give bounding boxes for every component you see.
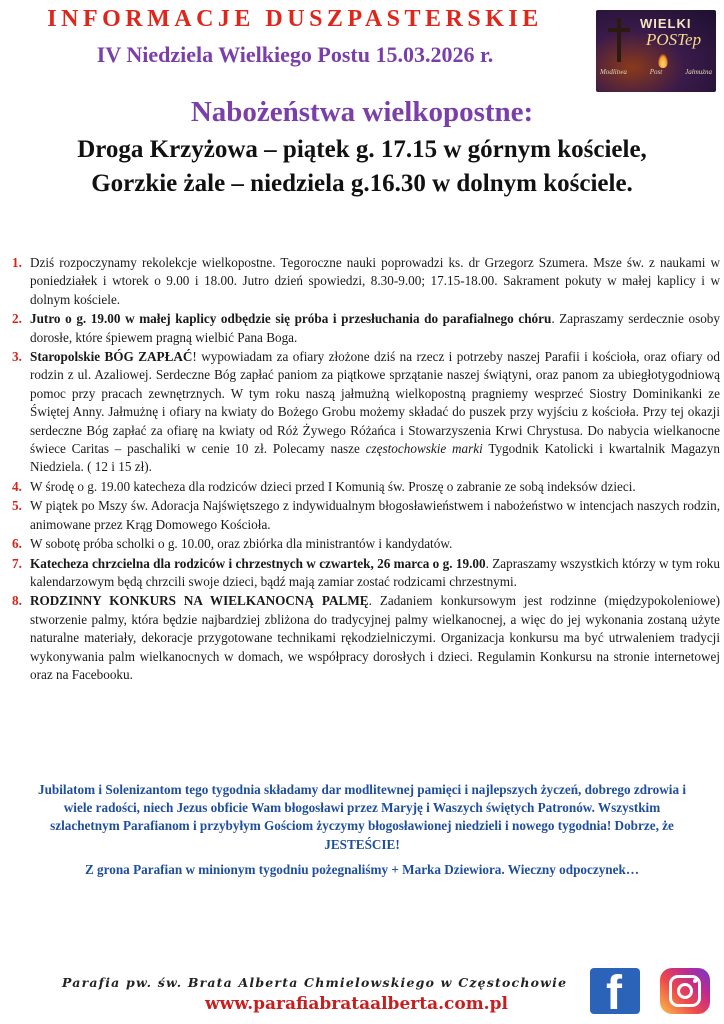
- item-number: 1.: [12, 255, 22, 270]
- item-number: 7.: [12, 555, 22, 571]
- cross-icon: [604, 18, 634, 62]
- item-number: 6.: [12, 536, 22, 552]
- instagram-lens: [677, 983, 693, 999]
- item-number: 3.: [12, 349, 22, 365]
- event-line: Droga Krzyżowa – piątek g. 17.15 w górnym kościele,: [77, 136, 647, 163]
- item-text: W sobotę próba scholki o g. 10.00, oraz zbiórka dla ministrantów i kandydatów.: [30, 536, 453, 552]
- announcement-item: [12, 478, 720, 496]
- item-text: Dziś rozpoczynamy rekolekcje wielkopostne. Tegoroczne nauki poprowadzi ks. dr Grzegorz Szumera. Msze św. z naukami w poniedziałek i wtorek o 9.00 i 18.00. Jutro dzień spowiedzi, 8.30-9.00; 17.15-18.00. Sakrament pokuty w małej kaplicy i w dolnym kościele.: [30, 255, 720, 307]
- event-line: Gorzkie żale – niedziela g.16.30 w dolnym kościele.: [91, 170, 633, 197]
- item-text: W środę o g. 19.00 katecheza dla rodziców dzieci przed I Komunią św. Proszę o zabranie ze sobą indeksów dzieci.: [30, 478, 636, 494]
- item-text: W piątek po Mszy św. Adoracja Najświętszego z indywidualnym błogosławieństwem i nabożeństwo w intencjach naszych rodzin, animowane przez Krąg Domowego Kościoła.: [30, 498, 720, 532]
- item-bold-text: Katecheza chrzcielna dla rodziców i chrzestnych w czwartek, 26 marca o g. 19.00: [30, 555, 486, 571]
- item-number: 5.: [12, 498, 22, 514]
- item-text-continued: Tygodnik Katolicki i kwartalnik Magazyn Niedziela. ( 12 i 15 zł).: [30, 441, 720, 475]
- item-bold-text: Jutro o g. 19.00 w małej kaplicy odbędzie się próba i przesłuchania do parafialnego chóru: [30, 311, 552, 327]
- item-number: 8.: [12, 593, 22, 609]
- candle-flame-icon: [658, 54, 668, 68]
- item-text: . Zadaniem konkursowym jest rodzinne (międzypokoleniowe) stworzenie palmy, która będzie najbardziej zbliżona do tradycyjnej palmy wielkanocnej, a więc do jej wykonania zostaną użyte naturalne materiały, dekoracje przygotowane technikami rękodzielniczymi. Organizacja konkursu ma być utrwaleniem tradycji wykonywania palm wielkanocnych w domach, we współpracy dorosłych i dzieci. Regulamin Konkursu na stronie internetowej oraz na Facebooku.: [30, 593, 720, 682]
- announcement-item: [12, 254, 720, 309]
- header-subtitle: IV Niedziela Wielkiego Postu 15.03.2026 r.: [96, 42, 494, 67]
- logo-word: Jałmużna: [685, 68, 712, 76]
- announcement-list: [0, 254, 720, 685]
- instagram-dot: [693, 979, 697, 983]
- parish-name: Parafia pw. św. Brata Alberta Chmielowskiego w Częstochowie: [62, 975, 568, 990]
- facebook-glyph: f: [606, 968, 622, 1014]
- header-title: INFORMACJE DUSZPASTERSKIE: [47, 6, 543, 32]
- farewell-line: Z grona Parafian w minionym tygodniu pożegnaliśmy + Marka Dziewiora. Wieczny odpoczynek…: [84, 862, 640, 877]
- logo-line-2: POSTep: [646, 30, 702, 49]
- lent-logo: [596, 10, 716, 92]
- section-title: Nabożeństwa wielkopostne:: [190, 96, 534, 128]
- item-number: 4.: [12, 478, 22, 494]
- item-bold-text: Staropolskie BÓG ZAPŁAĆ: [30, 349, 193, 365]
- logo-word: Post: [649, 68, 663, 76]
- item-text: ! wypowiadam za ofiary złożone dziś na rzecz i potrzeby naszej Parafii i kościoła, oraz ofiary od rodzin z ul. Azaliowej. Serdeczne Bóg zapłać paniom za piątkowe sprzątanie naszej świątyni, oraz panom za ubiegłotygodniową pomoc przy pracach zewnętrznych. W tym roku naszą jałmużną wielkopostną pragniemy wesprzeć Siostry Dominikanki ze Świętej Anny. Jałmużnę i ofiary na kwiaty do Bożego Grobu możemy składać do puszek przy wyjściu z kościoła. Przy tej okazji serdeczne Bóg zapłać za ofiarę na kwiaty od Róż Żywego Różańca i Stowarzyszenia Krwi Chrystusa. Do nabycia wielkanocne świece Caritas – paschaliki w cenie 10 zł. Polecamy nasze: [30, 349, 720, 457]
- website-link[interactable]: www.parafiabrataalberta.com.pl: [205, 994, 508, 1014]
- logo-line-1: WIELKI: [640, 16, 692, 31]
- announcement-item: [12, 348, 720, 477]
- item-number: 2.: [12, 311, 22, 327]
- announcement-item: [12, 497, 720, 534]
- logo-word: Modlitwa: [600, 68, 627, 76]
- logo-words: [600, 68, 712, 76]
- wishes-paragraph: Jubilatom i Solenizantom tego tygodnia składamy dar modlitewnej pamięci i najlepszych życzeń, dobrego zdrowia i wiele radości, niech Jezus obficie Wam błogosławi przez Maryję i Waszych świętych Patronów. Wszystkim szlachetnym Parafianom i przybyłym Gościom życzymy błogosławionej niedzieli i nowego tygodnia! Dobrze, że JESTEŚCIE!: [37, 782, 686, 852]
- announcement-item: [12, 310, 720, 347]
- item-text: . Zapraszamy serdecznie osoby dorosłe, które śpiewem pragną wielbić Pana Boga.: [30, 311, 720, 345]
- instagram-icon[interactable]: [660, 968, 710, 1014]
- announcement-item: [12, 535, 720, 553]
- item-bold-text: RODZINNY KONKURS NA WIELKANOCNĄ PALMĘ: [30, 593, 369, 609]
- facebook-icon[interactable]: [590, 968, 640, 1014]
- announcement-item: [12, 592, 720, 684]
- announcement-item: [12, 555, 720, 592]
- item-italic-text: częstochowskie marki: [365, 441, 483, 457]
- item-text: . Zapraszamy wszystkich którzy w tym roku kalendarzowym będą chrzcili swoje dzieci, bądź mają zamiar zostać rodzicami chrzestnymi.: [30, 555, 720, 589]
